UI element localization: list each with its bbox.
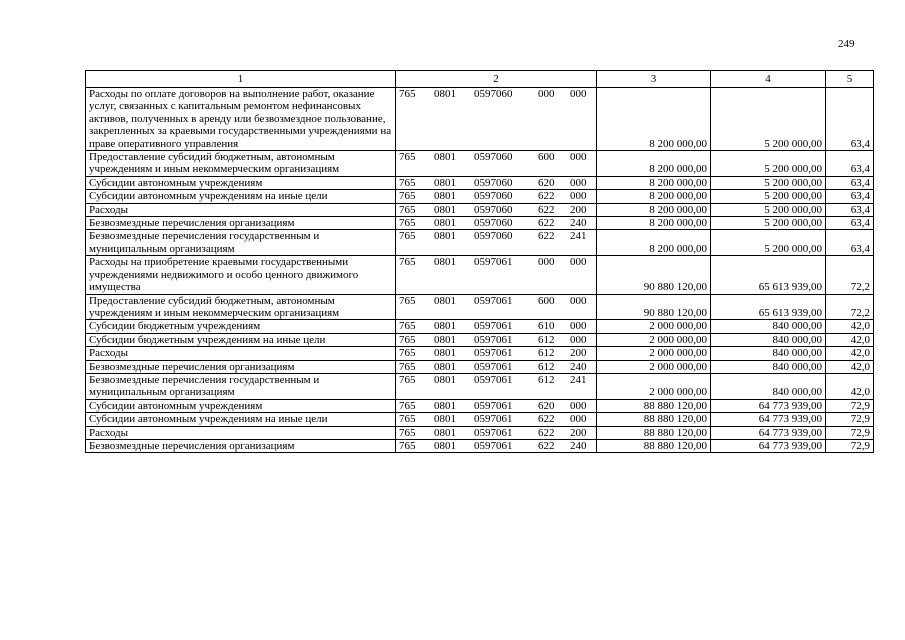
table-row [86,190,874,203]
code-section: 0801 [434,426,456,439]
code-target: 0597061 [474,360,513,373]
code-kosgu: 240 [570,439,587,452]
table-row [86,294,874,320]
row-description: Расходы на приобретение краевыми государственными учреждениями недвижимого и особо ценного движимого имущества [86,256,396,294]
row-amount-planned: 2 000 000,00 [597,373,711,399]
code-type: 622 [538,439,555,452]
row-percent: 63,4 [826,203,874,216]
row-codes [396,217,597,230]
row-percent: 42,0 [826,347,874,360]
code-admin: 765 [399,360,416,373]
code-section: 0801 [434,439,456,452]
row-codes [396,151,597,177]
table-row [86,439,874,452]
row-amount-executed: 5 200 000,00 [711,88,826,151]
row-codes [396,399,597,412]
table-row [86,217,874,230]
code-section: 0801 [434,88,456,100]
row-amount-planned: 90 880 120,00 [597,294,711,320]
row-amount-planned: 8 200 000,00 [597,176,711,189]
code-target: 0597061 [474,347,513,360]
code-kosgu: 200 [570,203,587,216]
code-kosgu: 240 [570,217,587,230]
row-percent: 42,0 [826,333,874,346]
row-percent: 42,0 [826,373,874,399]
row-percent: 72,9 [826,399,874,412]
row-codes [396,203,597,216]
row-codes [396,373,597,399]
table-row [86,413,874,426]
code-type: 622 [538,413,555,426]
row-description: Субсидии автономным учреждениям [86,176,396,189]
code-section: 0801 [434,176,456,189]
code-type: 622 [538,217,555,230]
code-section: 0801 [434,217,456,230]
row-description: Безвозмездные перечисления организациям [86,360,396,373]
code-section: 0801 [434,190,456,203]
code-target: 0597061 [474,426,513,439]
row-description: Субсидии автономным учреждениям на иные цели [86,190,396,203]
code-admin: 765 [399,373,416,386]
code-section: 0801 [434,203,456,216]
code-kosgu: 000 [570,294,587,307]
code-type: 000 [538,88,555,100]
code-section: 0801 [434,399,456,412]
row-amount-planned: 2 000 000,00 [597,320,711,333]
row-description: Расходы по оплате договоров на выполнение работ, оказание услуг, связанных с капитальным ремонтом нефинансовых активов, полученных в аренду или безвозмездное пользование, закрепленных за краевыми государственными учреждениями на праве оперативного управления [86,88,396,151]
code-target: 0597060 [474,203,513,216]
row-description: Безвозмездные перечисления государственным и муниципальным организациям [86,230,396,256]
code-admin: 765 [399,413,416,426]
code-kosgu: 000 [570,176,587,189]
header-col-2: 2 [396,71,597,88]
code-type: 612 [538,360,555,373]
table-row [86,320,874,333]
row-amount-executed: 840 000,00 [711,373,826,399]
row-amount-executed: 5 200 000,00 [711,176,826,189]
code-type: 620 [538,176,555,189]
table-row [86,333,874,346]
code-admin: 765 [399,399,416,412]
code-kosgu: 241 [570,373,587,386]
table-row [86,373,874,399]
row-amount-executed: 840 000,00 [711,360,826,373]
row-percent: 72,9 [826,413,874,426]
code-type: 600 [538,151,555,164]
code-kosgu: 000 [570,333,587,346]
row-percent: 63,4 [826,190,874,203]
row-amount-executed: 5 200 000,00 [711,190,826,203]
code-section: 0801 [434,294,456,307]
code-type: 622 [538,230,555,243]
row-amount-executed: 65 613 939,00 [711,294,826,320]
code-type: 622 [538,190,555,203]
table-row [86,176,874,189]
code-target: 0597060 [474,88,513,100]
code-target: 0597061 [474,373,513,386]
code-target: 0597061 [474,333,513,346]
code-target: 0597061 [474,439,513,452]
row-amount-executed: 64 773 939,00 [711,399,826,412]
row-codes [396,333,597,346]
code-type: 612 [538,333,555,346]
code-type: 622 [538,426,555,439]
code-type: 620 [538,399,555,412]
row-codes [396,256,597,294]
row-percent: 63,4 [826,176,874,189]
row-amount-planned: 90 880 120,00 [597,256,711,294]
code-section: 0801 [434,230,456,243]
code-admin: 765 [399,294,416,307]
table-row [86,360,874,373]
row-amount-executed: 5 200 000,00 [711,151,826,177]
row-description: Безвозмездные перечисления организациям [86,439,396,452]
row-percent: 42,0 [826,320,874,333]
row-percent: 42,0 [826,360,874,373]
code-target: 0597060 [474,190,513,203]
table-body [86,88,874,453]
header-col-4: 4 [711,71,826,88]
row-amount-planned: 8 200 000,00 [597,217,711,230]
budget-table [85,70,874,453]
code-type: 610 [538,320,555,333]
code-section: 0801 [434,347,456,360]
row-amount-planned: 88 880 120,00 [597,399,711,412]
code-type: 000 [538,256,555,269]
row-amount-executed: 5 200 000,00 [711,230,826,256]
code-admin: 765 [399,151,416,164]
code-target: 0597061 [474,413,513,426]
row-percent: 63,4 [826,217,874,230]
row-percent: 63,4 [826,151,874,177]
row-amount-planned: 2 000 000,00 [597,333,711,346]
row-amount-planned: 88 880 120,00 [597,426,711,439]
row-codes [396,439,597,452]
row-percent: 72,2 [826,294,874,320]
code-kosgu: 000 [570,190,587,203]
page-number: 249 [838,38,855,50]
code-type: 622 [538,203,555,216]
table-row [86,399,874,412]
row-description: Безвозмездные перечисления государственным и муниципальным организациям [86,373,396,399]
code-admin: 765 [399,88,416,100]
row-amount-executed: 840 000,00 [711,347,826,360]
code-admin: 765 [399,333,416,346]
row-amount-planned: 8 200 000,00 [597,190,711,203]
row-amount-planned: 8 200 000,00 [597,88,711,151]
code-target: 0597061 [474,256,513,269]
code-admin: 765 [399,190,416,203]
code-kosgu: 241 [570,230,587,243]
row-amount-planned: 2 000 000,00 [597,360,711,373]
row-percent: 72,2 [826,256,874,294]
row-amount-executed: 64 773 939,00 [711,439,826,452]
code-kosgu: 000 [570,399,587,412]
table-row [86,426,874,439]
row-description: Расходы [86,203,396,216]
row-percent: 63,4 [826,230,874,256]
code-target: 0597061 [474,399,513,412]
code-section: 0801 [434,333,456,346]
code-section: 0801 [434,413,456,426]
code-target: 0597061 [474,320,513,333]
row-percent: 63,4 [826,88,874,151]
row-description: Субсидии автономным учреждениям на иные цели [86,413,396,426]
code-admin: 765 [399,256,416,269]
row-description: Субсидии бюджетным учреждениям [86,320,396,333]
code-kosgu: 000 [570,320,587,333]
row-percent: 72,9 [826,426,874,439]
code-type: 612 [538,373,555,386]
row-amount-executed: 5 200 000,00 [711,203,826,216]
row-description: Расходы [86,426,396,439]
row-codes [396,426,597,439]
table-row [86,151,874,177]
row-amount-planned: 88 880 120,00 [597,413,711,426]
row-codes [396,347,597,360]
code-admin: 765 [399,426,416,439]
code-type: 600 [538,294,555,307]
code-section: 0801 [434,256,456,269]
row-description: Предоставление субсидий бюджетным, автономным учреждениям и иным некоммерческим организациям [86,294,396,320]
code-kosgu: 000 [570,151,587,164]
row-codes [396,320,597,333]
code-admin: 765 [399,347,416,360]
table-row [86,256,874,294]
code-admin: 765 [399,230,416,243]
row-amount-executed: 64 773 939,00 [711,413,826,426]
row-codes [396,413,597,426]
row-codes [396,176,597,189]
code-admin: 765 [399,203,416,216]
table-row [86,347,874,360]
code-kosgu: 200 [570,426,587,439]
row-amount-executed: 64 773 939,00 [711,426,826,439]
table-row [86,88,874,151]
row-percent: 72,9 [826,439,874,452]
header-col-3: 3 [597,71,711,88]
code-target: 0597060 [474,176,513,189]
code-section: 0801 [434,320,456,333]
row-amount-planned: 2 000 000,00 [597,347,711,360]
code-admin: 765 [399,176,416,189]
code-kosgu: 200 [570,347,587,360]
code-section: 0801 [434,373,456,386]
code-kosgu: 000 [570,413,587,426]
row-description: Субсидии бюджетным учреждениям на иные цели [86,333,396,346]
header-col-5: 5 [826,71,874,88]
code-kosgu: 000 [570,256,587,269]
code-kosgu: 240 [570,360,587,373]
row-amount-executed: 840 000,00 [711,333,826,346]
row-description: Безвозмездные перечисления организациям [86,217,396,230]
table-row [86,203,874,216]
table-header-row [86,71,874,88]
row-description: Расходы [86,347,396,360]
row-codes [396,294,597,320]
code-type: 612 [538,347,555,360]
code-admin: 765 [399,320,416,333]
code-section: 0801 [434,151,456,164]
row-amount-executed: 5 200 000,00 [711,217,826,230]
header-col-1: 1 [86,71,396,88]
code-target: 0597061 [474,294,513,307]
row-amount-planned: 88 880 120,00 [597,439,711,452]
code-target: 0597060 [474,151,513,164]
row-codes [396,88,597,151]
code-admin: 765 [399,439,416,452]
row-amount-executed: 65 613 939,00 [711,256,826,294]
code-target: 0597060 [474,230,513,243]
row-description: Субсидии автономным учреждениям [86,399,396,412]
row-codes [396,360,597,373]
code-admin: 765 [399,217,416,230]
row-description: Предоставление субсидий бюджетным, автономным учреждениям и иным некоммерческим организациям [86,151,396,177]
code-section: 0801 [434,360,456,373]
code-kosgu: 000 [570,88,587,100]
row-amount-planned: 8 200 000,00 [597,230,711,256]
row-codes [396,190,597,203]
code-target: 0597060 [474,217,513,230]
table-row [86,230,874,256]
row-amount-planned: 8 200 000,00 [597,151,711,177]
row-amount-executed: 840 000,00 [711,320,826,333]
row-codes [396,230,597,256]
row-amount-planned: 8 200 000,00 [597,203,711,216]
